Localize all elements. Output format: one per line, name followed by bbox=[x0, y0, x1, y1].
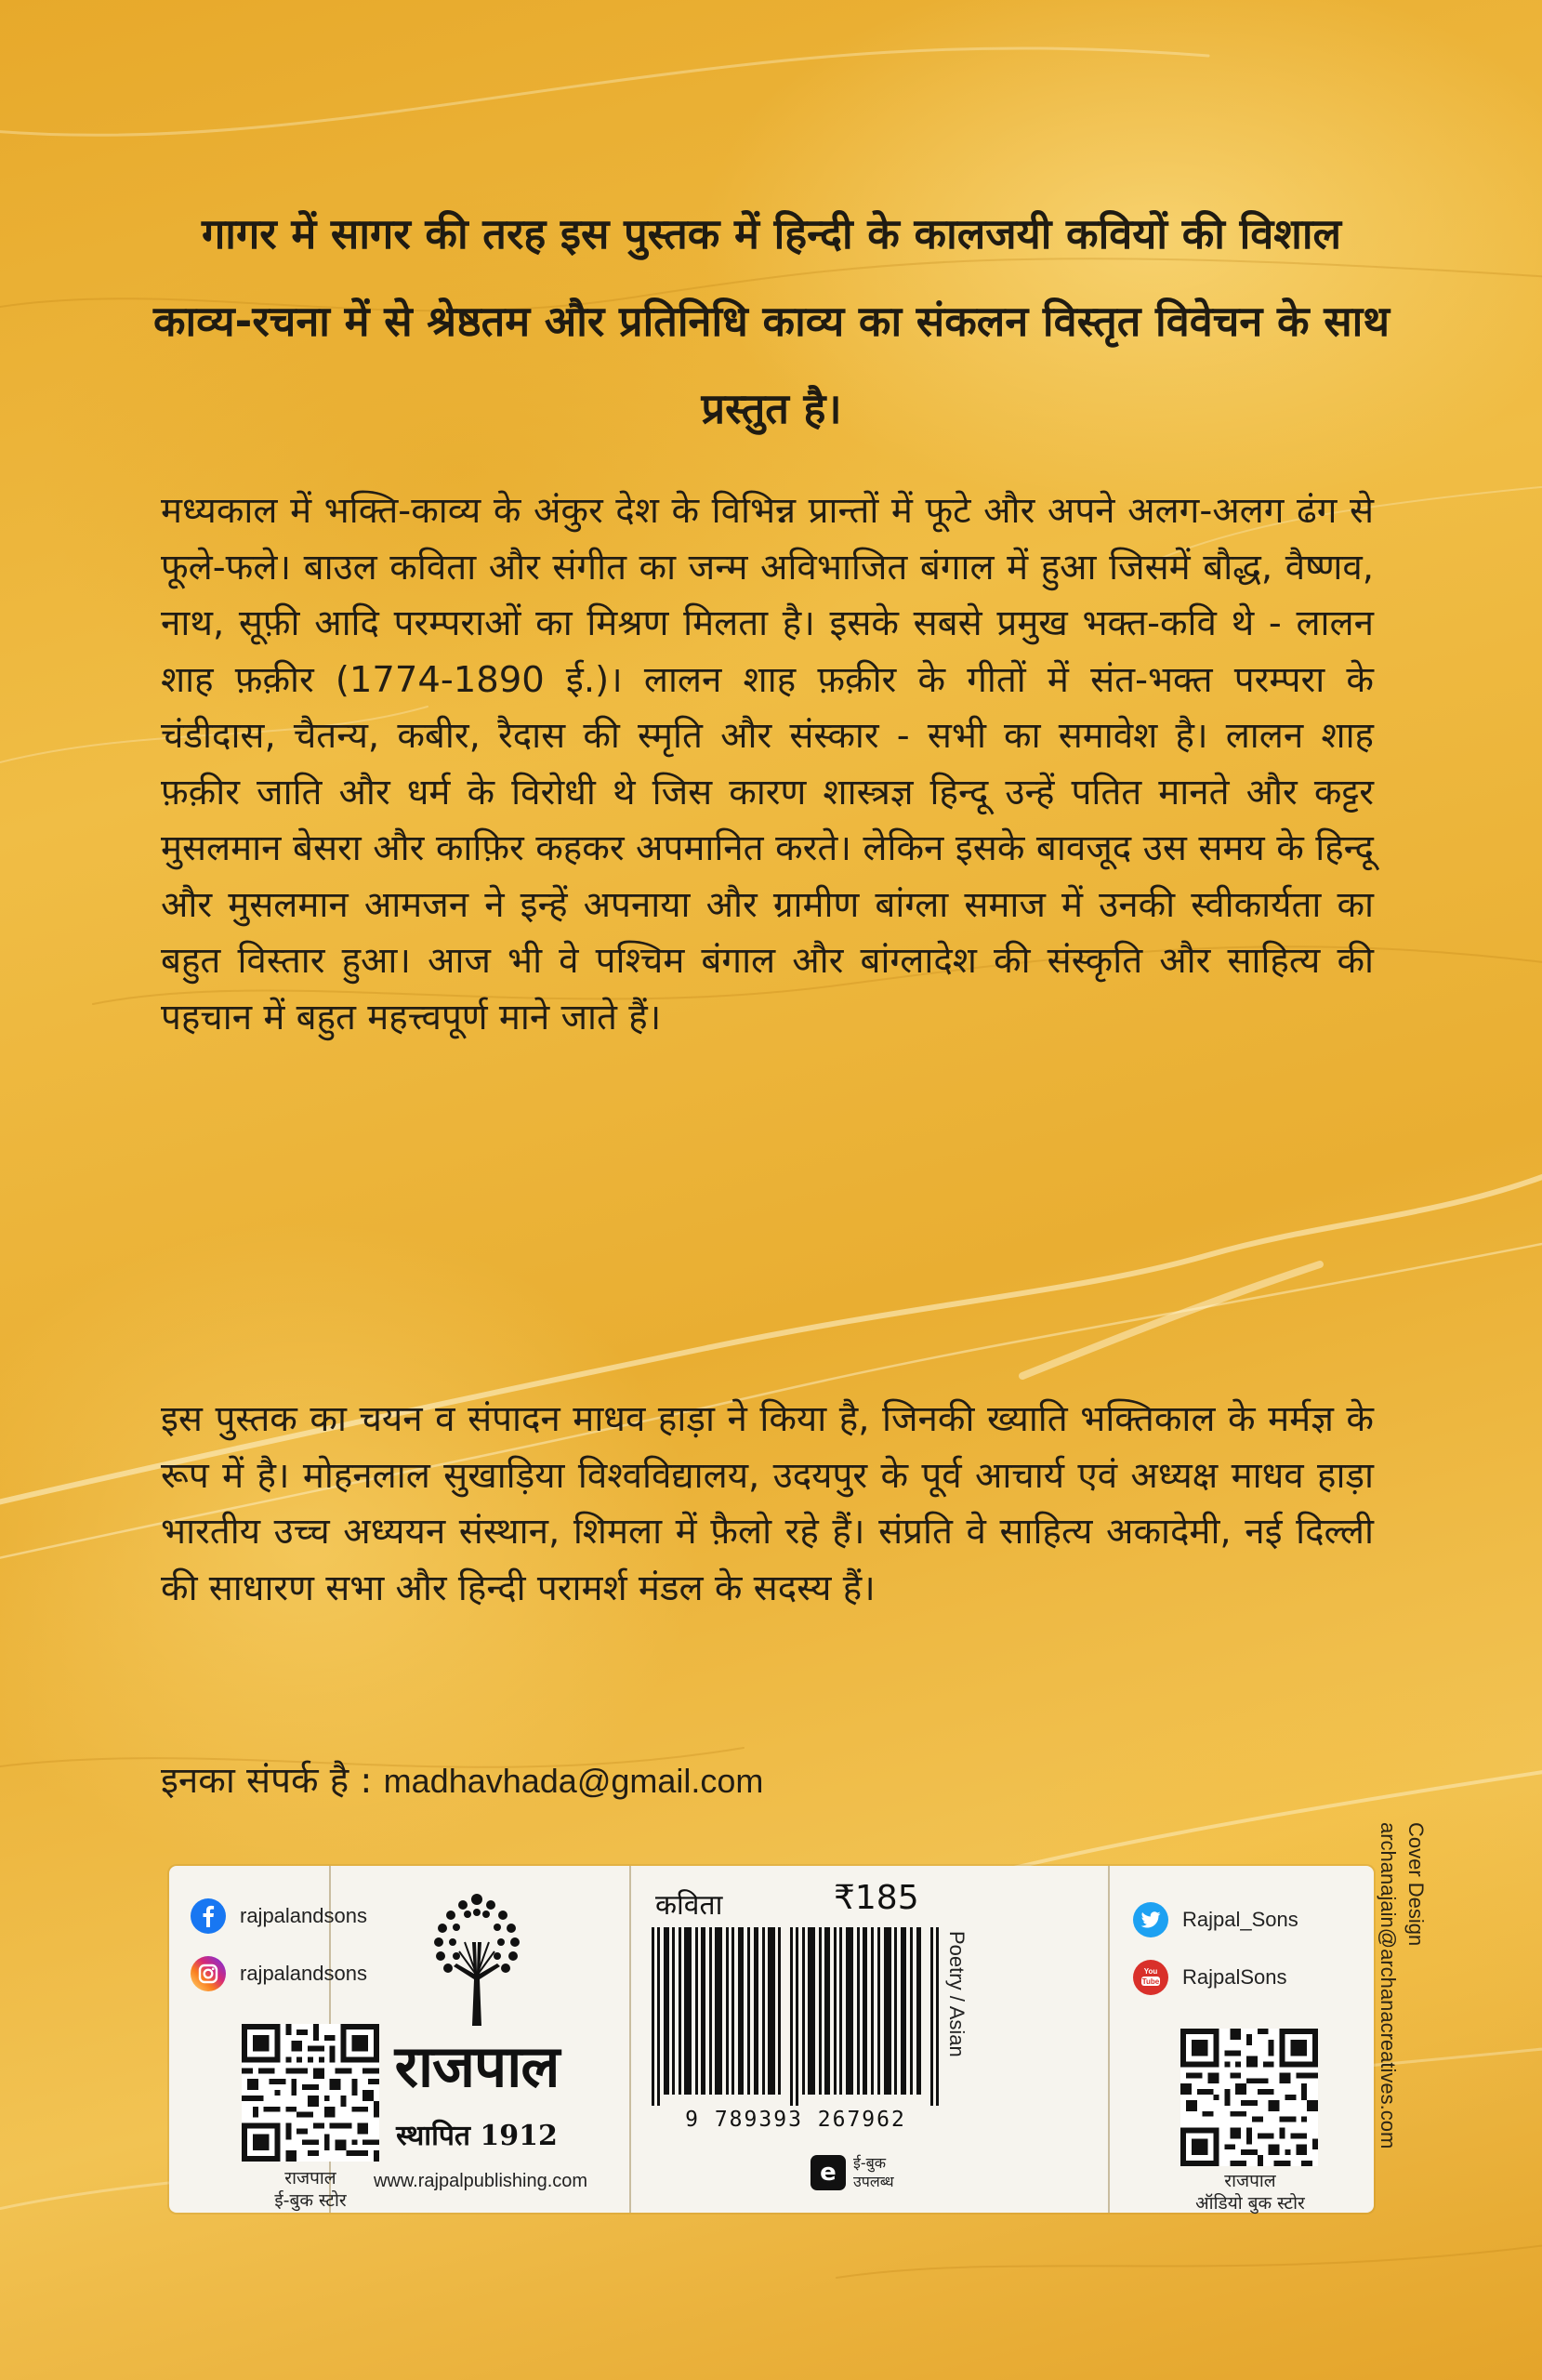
barcode-area bbox=[629, 1866, 1057, 2213]
contact-line bbox=[161, 1758, 763, 1805]
youtube-handle: RajpalSons bbox=[1182, 1965, 1287, 1989]
instagram-icon bbox=[190, 1955, 227, 1992]
cover-design-email: archanajain@archanacreatives.com bbox=[1377, 1822, 1400, 2149]
audiobook-store-qr-code[interactable] bbox=[1180, 2029, 1318, 2166]
cover-design-credit bbox=[1374, 1822, 1430, 2324]
ebook-icon: e bbox=[811, 2155, 846, 2190]
twitter-icon bbox=[1132, 1901, 1169, 1938]
established-year: स्थापित 1912 bbox=[396, 2120, 558, 2152]
publisher-logo bbox=[329, 1866, 625, 2213]
category-label: Poetry / Asian bbox=[945, 1931, 969, 2057]
audiobook-store-caption-line2: ऑडियो बुक स्टोर bbox=[1195, 2193, 1305, 2214]
ebook-available-label: ई-बुक उपलब्ध bbox=[853, 2154, 894, 2190]
publisher-panel bbox=[169, 1866, 1374, 2213]
genre-label: कविता bbox=[655, 1889, 723, 1922]
contact-email[interactable]: madhavhada@gmail.com bbox=[383, 1762, 764, 1800]
twitter-handle: Rajpal_Sons bbox=[1182, 1908, 1298, 1931]
contact-label: इनका संपर्क है : bbox=[161, 1760, 373, 1802]
cover-design-label: Cover Design bbox=[1404, 1822, 1428, 1947]
intro-quote: गागर में सागर की तरह इस पुस्तक में हिन्दी के कालजयी कवियों की विशाल काव्य-रचना में से श्रेष्ठतम और प्रतिनिधि काव्य का संकलन विस्तृत विवेचन के साथ प्रस्तुत है। bbox=[152, 209, 1390, 433]
svg-text:Tube: Tube bbox=[1141, 1977, 1160, 1986]
instagram-handle: rajpalandsons bbox=[240, 1962, 367, 1985]
price-label: ₹185 bbox=[834, 1879, 919, 1917]
audiobook-store-caption-line1: राजपाल bbox=[1224, 2171, 1276, 2191]
brand-name: राजपाल bbox=[394, 2032, 560, 2100]
facebook-handle: rajpalandsons bbox=[240, 1904, 367, 1927]
body-paragraph-2: इस पुस्तक का चयन व संपादन माधव हाड़ा ने किया है, जिनकी ख्याति भक्तिकाल के मर्मज्ञ के रूप में है। मोहनलाल सुखाड़िया विश्वविद्यालय, उदयपुर के पूर्व आचार्य एवं अध्यक्ष माधव हाड़ा भारतीय उच्च अध्ययन संस्थान, शिमला में फ़ैलो रहे हैं। संप्रति वे साहित्य अकादेमी, नई दिल्ली की साधारण सभा और हिन्दी परामर्श मंडल के सदस्य हैं। bbox=[161, 1398, 1374, 1609]
youtube-link[interactable] bbox=[1132, 1959, 1287, 1996]
twitter-link[interactable] bbox=[1132, 1901, 1298, 1938]
ebook-store-caption-line2: ई-बुक स्टोर bbox=[274, 2190, 347, 2211]
body-paragraph-1: मध्यकाल में भक्ति-काव्य के अंकुर देश के विभिन्न प्रान्तों में फूटे और अपने अलग-अलग ढंग से फूले-फले। बाउल कविता और संगीत का जन्म अविभाजित बंगाल में हुआ जिसमें बौद्ध, वैष्णव, नाथ, सूफ़ी आदि परम्पराओं का मिश्रण मिलता है। इसके सबसे प्रमुख भक्त-कवि थे - लालन शाह फ़क़ीर (1774-1890 ई.)। लालन शाह फ़क़ीर के गीतों में संत-भक्त परम्परा के चंडीदास, चैतन्य, कबीर, रैदास की स्मृति और संस्कार - सभी का समावेश है। लालन शाह फ़क़ीर जाति और धर्म के विरोधी थे जिस कारण शास्त्रज्ञ हिन्दू उन्हें पतित मानते और कट्टर मुसलमान बेसरा और काफ़िर कहकर अपमानित करते। लेकिन इसके बावजूद उस समय के हिन्दू और मुसलमान आमजन ने इन्हें अपनाया और ग्रामीण बांग्ला समाज में उनकी स्वीकार्यता का बहुत विस्तार हुआ। आज भी वे पश्चिम बंगाल और बांग्लादेश की संस्कृति और साहित्य की पहचान में बहुत महत्त्वपूर्ण माने जाते हैं। bbox=[161, 490, 1374, 1038]
audiobook-store-caption bbox=[1171, 2170, 1329, 2215]
isbn-barcode bbox=[652, 1927, 940, 2106]
youtube-icon bbox=[1132, 1959, 1169, 1996]
facebook-icon bbox=[190, 1897, 227, 1935]
svg-text:You: You bbox=[1143, 1967, 1158, 1976]
ebook-available bbox=[811, 2154, 918, 2191]
panel-divider bbox=[1108, 1866, 1110, 2213]
isbn-digits: 9 789393 267962 bbox=[685, 2108, 906, 2132]
ebook-store-caption-line1: राजपाल bbox=[284, 2168, 336, 2188]
tree-logo-icon bbox=[426, 1886, 528, 2026]
website-link[interactable]: www.rajpalpublishing.com bbox=[373, 2171, 588, 2191]
